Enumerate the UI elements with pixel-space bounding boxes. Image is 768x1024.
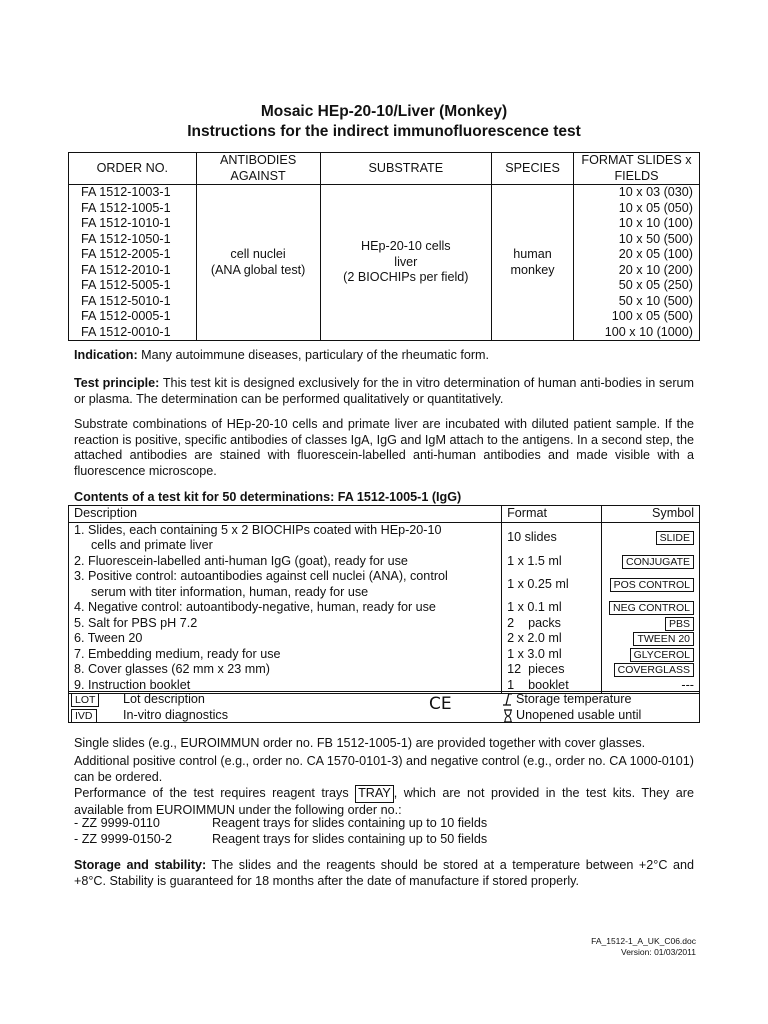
tray-order-line [74,832,487,848]
col-header-format-text: FORMAT SLIDES x FIELDS [581,153,692,183]
storage-text: The slides and the reagents should be stored at a temperature between +2°C and +8°C. Stability is guaranteed for 18 months after the date of manufacture if stored properly. [74,858,694,888]
storage-label: Storage and stability: [74,858,207,872]
kit-header-symbol: Symbol [602,506,700,523]
lot-label [71,692,99,708]
storage-paragraph [74,858,694,889]
document-footer [591,936,696,958]
tray-order-description: Reagent trays for slides containing up to 10 fields [212,816,488,830]
kit-item-description [69,569,502,600]
order-number: FA 1512-5010-1 [81,293,171,308]
kit-header-format: Format [502,506,602,523]
reagent-trays-text-before: Performance of the test requires reagent trays [74,786,356,800]
format-value: 10 x 50 (500) [618,231,693,246]
kit-item-description: 8. Cover glasses (62 mm x 23 mm) [69,662,502,678]
tray-order-code: - ZZ 9999-0150-2 [74,832,173,846]
antibodies-line: (ANA global test) [210,262,306,277]
table-row [69,631,700,647]
principle-paragraph [74,376,694,407]
substrate-cell [320,185,492,341]
format-value: 100 x 05 (500) [611,309,693,323]
indication-label: Indication: [74,348,138,362]
kit-item-symbol [602,554,700,570]
order-number: FA 1512-1050-1 [81,231,171,246]
table-row [69,647,700,663]
symbol-box: COVERGLASS [614,663,694,677]
format-value: 10 x 10 (100) [618,216,693,230]
species-line: monkey [510,262,555,277]
kit-item-description: 7. Embedding medium, ready for use [69,647,502,663]
ce-mark: CE [429,694,452,714]
symbol-box: GLYCEROL [630,648,694,662]
order-table [68,152,700,341]
kit-item-description: 9. Instruction booklet [69,678,502,694]
symbol-box: TWEEN 20 [633,632,694,646]
order-number: FA 1512-5005-1 [81,278,171,292]
legend-row-lot [69,692,701,708]
kit-item-format: 1 booklet [502,678,602,694]
hourglass-icon [503,709,513,728]
symbol-box: NEG CONTROL [609,601,694,615]
doc-subtitle: Instructions for the indirect immunofluorescence test [187,123,581,140]
kit-item-symbol [602,662,700,678]
kit-item-line: 1. Slides, each containing 5 x 2 BIOCHIPs coated with HEp-20-10 [74,522,442,537]
format-value: 100 x 10 (1000) [604,324,693,339]
order-number: FA 1512-2005-1 [81,247,171,261]
order-number: FA 1512-0010-1 [81,324,171,339]
ivd-description: In-vitro diagnostics [123,708,228,722]
lot-description: Lot description [123,692,205,706]
species-line: human [513,247,552,261]
col-header-substrate: SUBSTRATE [320,153,492,185]
footer-version: Version: 01/03/2011 [621,947,696,957]
kit-item-description [69,522,502,554]
kit-item-format: 1 x 1.5 ml [502,554,602,570]
tray-order-description: Reagent trays for slides containing up to 50 fields [212,832,488,846]
kit-table-header [69,506,700,523]
format-value: 50 x 05 (250) [618,278,693,292]
ivd-symbol: IVD [71,709,97,723]
kit-item-format: 12 pieces [502,662,602,678]
footer-filename: FA_1512-1_A_UK_C06.doc [591,936,696,946]
kit-header-description: Description [69,506,502,523]
reagent-trays-note [74,785,694,818]
antibodies-line: cell nuclei [230,247,286,261]
table-row [69,600,700,616]
kit-contents-table [68,505,700,694]
reagent-trays-text-after: , which are not provided in the test kits. They are available from EUROIMMUN under the following order no.: [74,786,694,817]
format-value: 50 x 10 (500) [618,293,693,308]
order-number: FA 1512-1003-1 [81,185,171,199]
kit-item-line: cells and primate liver [91,538,213,552]
kit-item-format: 1 x 0.1 ml [502,600,602,616]
symbol-box: PBS [665,617,694,631]
species-cell [492,185,574,341]
kit-item-format: 10 slides [502,522,602,554]
ivd-label [71,708,97,724]
substrate-line: (2 BIOCHIPs per field) [343,270,469,285]
order-number: FA 1512-1010-1 [81,216,171,230]
kit-item-format: 2 packs [502,616,602,632]
col-header-antibodies [196,153,320,185]
unopened-usable-text: Unopened usable until [516,708,642,722]
kit-item-description: 4. Negative control: autoantibody-negative, human, ready for use [69,600,502,616]
principle-text: This test kit is designed exclusively for the in vitro determination of human anti-bodies in serum or plasma. The determination can be performed qualitatively or quantitatively. [74,376,695,406]
doc-title: Mosaic HEp-20-10/Liver (Monkey) [260,103,508,120]
kit-item-description: 6. Tween 20 [69,631,502,647]
table-row [69,569,700,600]
col-header-species: SPECIES [492,153,574,185]
substrate-line: HEp-20-10 cells [361,239,451,254]
antibodies-cell [196,185,320,341]
format-value: 20 x 10 (200) [618,262,693,277]
order-number: FA 1512-1005-1 [81,200,171,215]
single-slides-note: Single slides (e.g., EUROIMMUN order no. FB 1512-1005-1) are provided together with cover glasses. [74,736,646,750]
kit-item-format: 1 x 0.25 ml [502,569,602,600]
table-row [69,554,700,570]
tray-order-code: - ZZ 9999-0110 [74,816,160,830]
symbol-legend [68,691,700,723]
order-numbers-cell [69,185,197,341]
tray-symbol: TRAY [355,785,394,803]
kit-item-symbol: --- [602,678,700,694]
col-header-order: ORDER NO. [69,153,197,185]
order-table-header [69,153,700,185]
kit-item-description: 5. Salt for PBS pH 7.2 [69,616,502,632]
table-row [69,522,700,554]
col-header-antibodies-text: ANTIBODIES AGAINST [219,153,297,183]
kit-item-line: 3. Positive control: autoantibodies against cell nuclei (ANA), control [74,569,448,583]
kit-item-symbol [602,647,700,663]
kit-item-format: 1 x 3.0 ml [502,647,602,663]
kit-item-symbol [602,569,700,600]
kit-item-format: 2 x 2.0 ml [502,631,602,647]
symbol-box: POS CONTROL [610,578,694,592]
substrate-line: liver [394,254,418,269]
kit-item-symbol [602,631,700,647]
legend-row-ivd [69,708,701,724]
kit-item-line: serum with titer information, human, ready for use [91,584,369,599]
substrate-paragraph: Substrate combinations of HEp-20-10 cells and primate liver are incubated with diluted patient sample. If the reaction is positive, specific antibodies of classes IgA, IgG and IgM attach to the antigens. In a second step, the attached antibodies are stained with fluorescein-labelled anti-human antibodies and made visible with a fluorescence microscope. [74,417,694,478]
lot-symbol: LOT [71,693,99,707]
indication-paragraph [74,348,694,364]
kit-item-description: 2. Fluorescein-labelled anti-human IgG (goat), ready for use [69,554,502,570]
kit-item-symbol [602,522,700,554]
table-row [69,662,700,678]
formats-cell [573,185,699,341]
order-table-body [69,185,700,341]
indication-text: Many autoimmune diseases, particulary of the rheumatic form. [137,348,490,362]
col-header-format [573,153,699,185]
kit-item-symbol [602,600,700,616]
table-row [69,616,700,632]
format-value: 10 x 03 (030) [618,185,693,199]
additional-controls-note: Additional positive control (e.g., order no. CA 1570-0101-3) and negative control (e.g., order no. CA 1000-0101) can be ordered. [74,754,694,784]
order-number: FA 1512-0005-1 [81,309,171,323]
principle-label: Test principle: [74,376,160,390]
symbol-box: CONJUGATE [622,555,694,569]
kit-contents-title: Contents of a test kit for 50 determinations: FA 1512-1005-1 (IgG) [74,490,462,504]
format-value: 20 x 05 (100) [618,247,693,261]
tray-order-line [74,816,487,832]
storage-temperature-text: Storage temperature [516,692,632,706]
symbol-box: SLIDE [656,531,694,545]
order-number: FA 1512-2010-1 [81,262,171,277]
kit-item-symbol [602,616,700,632]
format-value: 10 x 05 (050) [618,200,693,215]
